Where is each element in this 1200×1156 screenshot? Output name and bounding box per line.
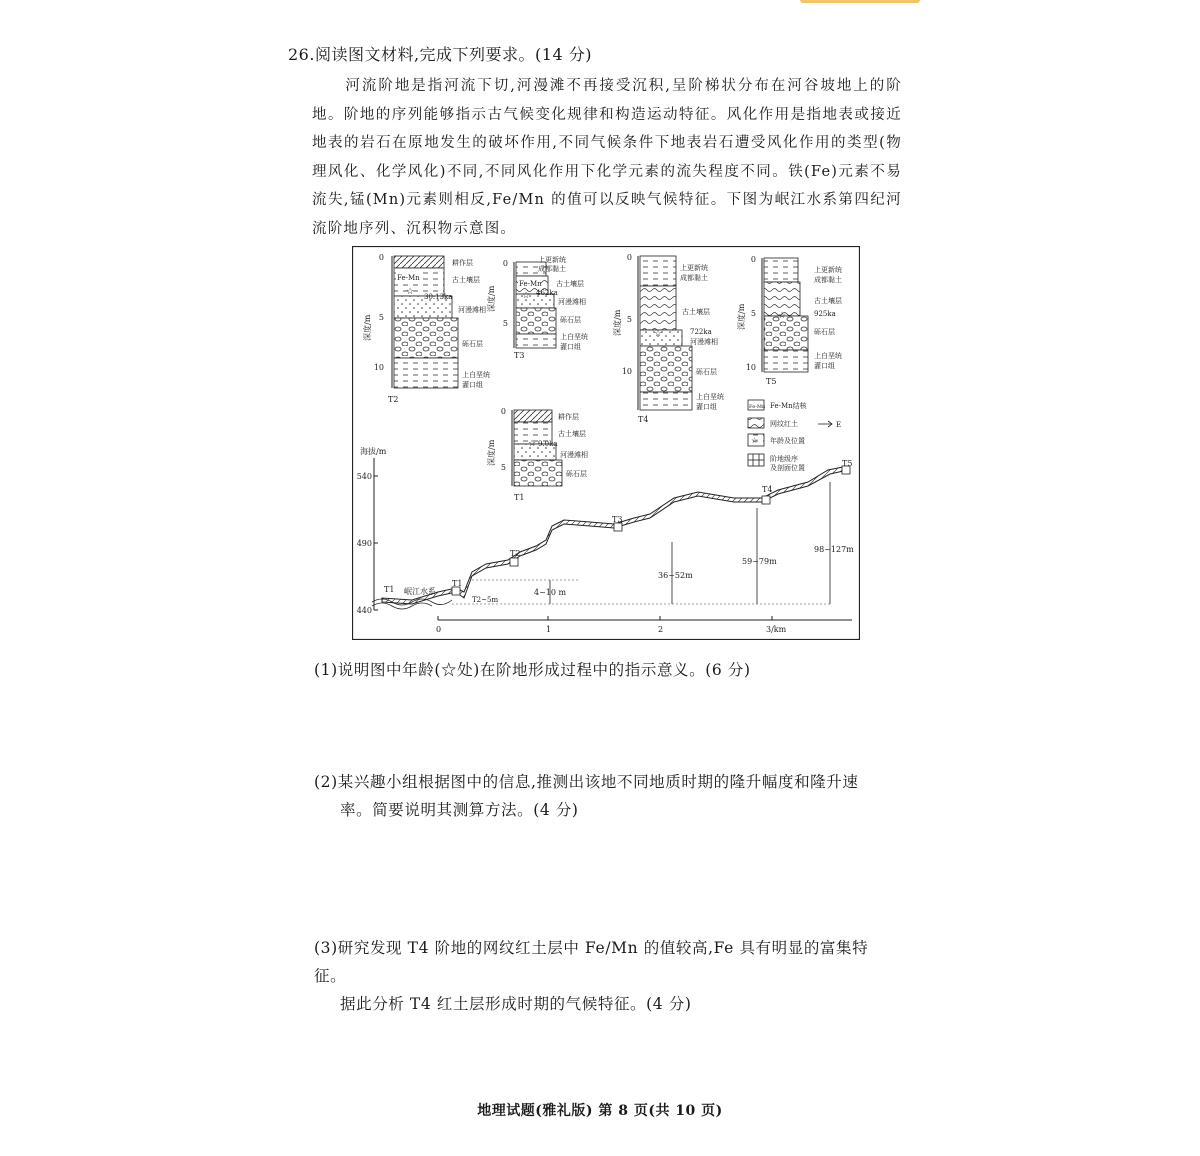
- height-t4: 59~79m: [742, 557, 777, 566]
- t2-layer-1: 耕作层: [452, 259, 473, 267]
- passage: [312, 72, 902, 243]
- t4-star-icon: ☆: [654, 329, 663, 339]
- t3-layer-5: 砾石层: [560, 316, 581, 324]
- t4-depth-label: 深度/m: [613, 309, 622, 336]
- t2-name: T2: [388, 395, 399, 404]
- river-label: 岷江水系: [404, 587, 436, 596]
- legend-red-soil: 网纹红土: [770, 420, 798, 428]
- elevation-tick-540: 540: [356, 472, 372, 481]
- t3-depth-5: 5: [502, 319, 508, 328]
- t1-star-icon: ☆: [528, 439, 537, 449]
- t2-layer-2: 古土壤层: [452, 276, 480, 284]
- t2-layer-4: 砾石层: [462, 340, 483, 348]
- t5-star-icon: ☆: [778, 311, 787, 321]
- sub-question-3-line-2: 据此分析 T4 红土层形成时期的气候特征。(4 分): [340, 995, 692, 1013]
- profile-label-t4: T4: [762, 485, 773, 494]
- t1-age: 9.0ka: [538, 440, 558, 448]
- t1-name: T1: [514, 493, 525, 502]
- t3-age: 462ka: [536, 289, 558, 297]
- t1-depth-5: 5: [500, 463, 506, 472]
- distance-tick-2: 2: [658, 625, 664, 634]
- top-tab-accent: [800, 0, 920, 3]
- t2-fe-mn: Fe-Mn: [397, 274, 420, 282]
- t2-age: 30.13ka: [424, 293, 453, 301]
- sub-question-1-text: (1)说明图中年龄(☆处)在阶地形成过程中的指示意义。(6 分): [314, 661, 751, 679]
- sub-question-2-line-1: (2)某兴趣小组根据图中的信息,推测出该地不同地质时期的隆升幅度和隆升速: [314, 773, 859, 791]
- t5-age: 925ka: [814, 310, 836, 318]
- profile-label-t3: T3: [612, 515, 623, 524]
- legend-fe-mn: Fe-Mn结核: [770, 402, 807, 410]
- distance-tick-0: 0: [436, 625, 442, 634]
- t5-depth-5: 5: [750, 309, 756, 318]
- t1-layer-1: 耕作层: [558, 413, 579, 421]
- t3-layer-3: 古土壤层: [556, 280, 584, 288]
- t4-layer-2: 成都黏土: [680, 274, 708, 282]
- question-title: 26.阅读图文材料,完成下列要求。(14 分): [288, 45, 592, 64]
- terrace-figure: [352, 246, 860, 640]
- t5-layer-3: 古土壤层: [814, 297, 842, 305]
- t1-layer-3: 河漫滩相: [560, 451, 588, 459]
- elevation-tick-490: 490: [356, 539, 372, 548]
- passage-paragraph: 河流阶地是指河流下切,河漫滩不再接受沉积,呈阶梯状分布在河谷坡地上的阶地。阶地的序列能够指示古气候变化规律和构造运动特征。风化作用是指地表或接近地表的岩石在原地发生的破坏作用,不同气候条件下地表岩石遭受风化作用的类型(物理风化、化学风化)不同,不同风化作用下化学元素的流失程度不同。铁(Fe)元素不易流失,锰(Mn)元素则相反,Fe/Mn 的值可以反映气候特征。下图为岷江水系第四纪河流阶地序列、沉积物示意图。: [312, 78, 902, 237]
- t5-layer-1: 上更新统: [814, 266, 842, 274]
- t4-depth-0: 0: [626, 253, 632, 262]
- t4-layer-4: 河漫滩相: [690, 338, 718, 346]
- t3-depth-label: 深度/m: [487, 285, 496, 312]
- t1-depth-0: 0: [500, 407, 506, 416]
- legend-star-icon: ☆: [751, 436, 759, 445]
- t3-star-icon: ☆: [522, 291, 531, 301]
- t3-layer-6: 上白垩统: [560, 333, 588, 341]
- t2-layer-5: 上白垩统: [462, 371, 490, 379]
- t3-layer-2: 成都黏土: [538, 265, 566, 273]
- height-t2: 4~10 m: [534, 588, 567, 597]
- t5-layer-5: 上白垩统: [814, 352, 842, 360]
- t1-layer-4: 砾石层: [566, 470, 587, 478]
- t1-layer-2: 古土壤层: [558, 430, 586, 438]
- t2-star-icon: ☆: [406, 287, 415, 297]
- t4-layer-1: 上更新统: [680, 264, 708, 272]
- profile-label-t5: T5: [842, 459, 853, 468]
- t4-layer-7: 灌口组: [696, 403, 717, 411]
- t4-age: 722ka: [690, 328, 712, 336]
- t5-depth-label: 深度/m: [737, 303, 746, 330]
- distance-tick-1: 1: [546, 625, 552, 634]
- t4-layer-5: 砾石层: [696, 368, 717, 376]
- sub-question-3-line-1: (3)研究发现 T4 阶地的网纹红土层中 Fe/Mn 的值较高,Fe 具有明显的富集特征。: [314, 939, 869, 985]
- t4-depth-5: 5: [626, 315, 632, 324]
- legend-fe-mn-symbol: Fe-Mn: [749, 404, 766, 410]
- profile-label-t1: T1: [452, 579, 463, 588]
- height-t5: 98~127m: [814, 545, 854, 554]
- t3-layer-1: 上更新统: [538, 256, 566, 264]
- sub-question-2-line-2: 率。简要说明其测算方法。(4 分): [340, 801, 579, 819]
- t5-depth-0: 0: [750, 255, 756, 264]
- t5-layer-6: 灌口组: [814, 362, 835, 370]
- t2-layer-6: 灌口组: [462, 381, 483, 389]
- elevation-tick-440: 440: [356, 606, 372, 615]
- t2-depth-0: 0: [378, 253, 384, 262]
- t3-depth-0: 0: [502, 259, 508, 268]
- t2-layer-3: 河漫滩相: [458, 306, 486, 314]
- t5-depth-10: 10: [745, 363, 756, 372]
- t3-name: T3: [514, 351, 525, 360]
- t5-layer-2: 成都黏土: [814, 276, 842, 284]
- t3-fe-mn: Fe-Mn: [519, 280, 542, 288]
- sub-question-1: [314, 656, 894, 684]
- t4-layer-6: 上白垩统: [696, 393, 724, 401]
- t1-depth-label: 深度/m: [487, 439, 496, 466]
- t4-depth-10: 10: [621, 367, 632, 376]
- legend-terrace: 阶地级序: [770, 455, 798, 463]
- profile-label-t2: T2: [510, 549, 521, 558]
- t5-name: T5: [766, 377, 777, 386]
- t5-layer-4: 砾石层: [814, 328, 835, 336]
- height-t1: T2~5m: [472, 596, 499, 604]
- profile-label-t1-left: T1: [384, 585, 395, 594]
- legend-e: E: [836, 421, 842, 429]
- sub-question-2: [314, 768, 894, 824]
- t4-name: T4: [638, 415, 649, 424]
- elevation-axis-label: 海拔/m: [360, 447, 387, 456]
- sub-question-3: [314, 934, 894, 1018]
- page-footer: 地理试题(雅礼版) 第 8 页(共 10 页): [477, 1103, 723, 1119]
- distance-tick-3: 3/km: [766, 625, 787, 634]
- legend-section: 及剖面位置: [770, 464, 805, 472]
- height-t3: 36~52m: [658, 571, 693, 580]
- t3-layer-4: 河漫滩相: [558, 298, 586, 306]
- t2-depth-10: 10: [373, 363, 384, 372]
- t3-layer-7: 灌口组: [560, 343, 581, 351]
- legend-age: 年龄及位置: [770, 437, 805, 445]
- t2-depth-label: 深度/m: [363, 314, 372, 341]
- t2-depth-5: 5: [378, 313, 384, 322]
- t4-layer-3: 古土壤层: [682, 308, 710, 316]
